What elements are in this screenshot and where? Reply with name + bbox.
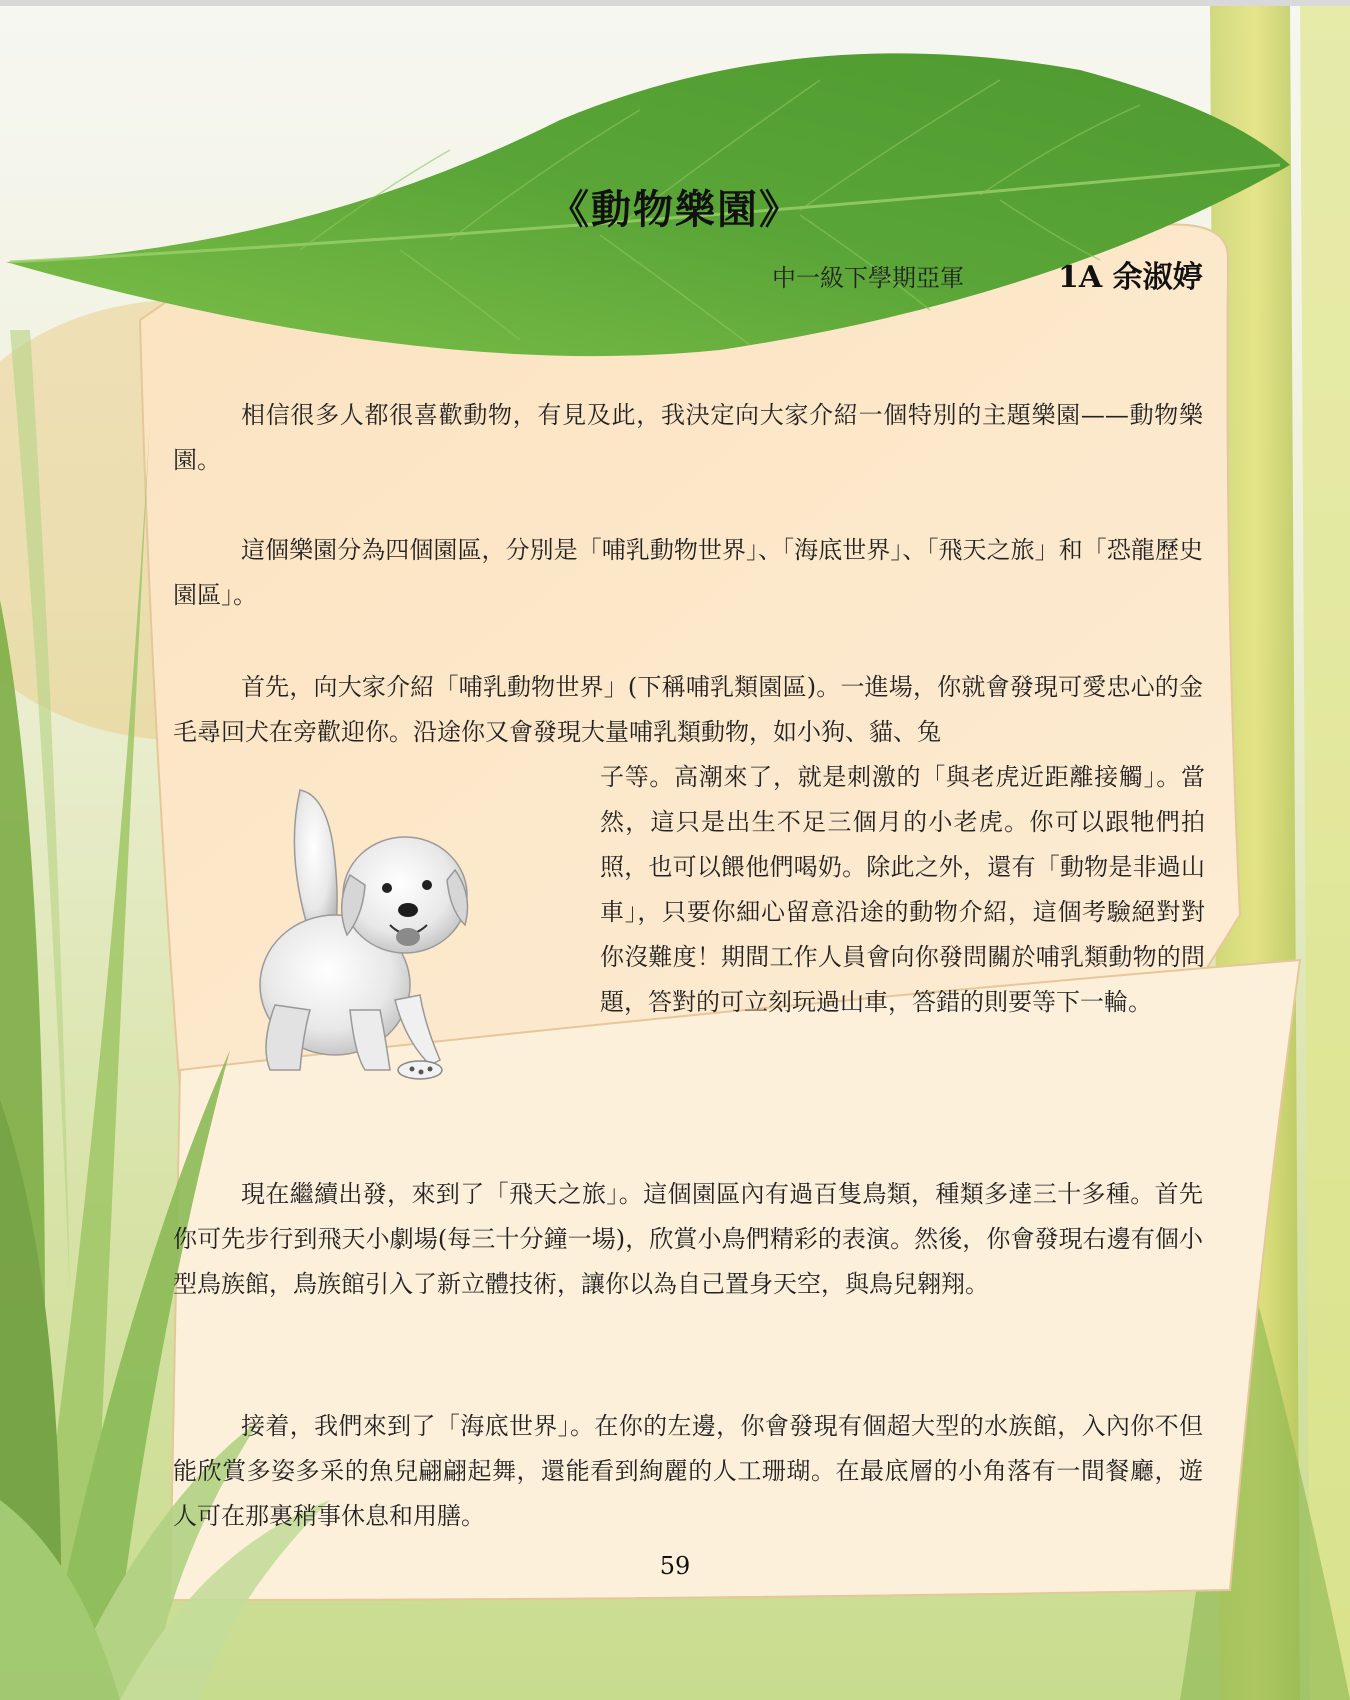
author-name: 1A 余淑婷 bbox=[1058, 260, 1203, 295]
page-number: 59 bbox=[659, 1552, 691, 1580]
article-title: 《動物樂園》 bbox=[549, 186, 801, 233]
puppy-image bbox=[255, 785, 490, 1080]
paragraph-zones: 這個樂園分為四個園區，分別是「哺乳動物世界」、「海底世界」、「飛天之旅」和「恐龍歷史園區」。 bbox=[173, 536, 1203, 609]
paragraph-intro: 相信很多人都很喜歡動物，有見及此，我決定向大家介紹一個特別的主題樂園——動物樂園。 bbox=[173, 401, 1203, 474]
paragraph-mammal-world-wrap: 子等。高潮來了，就是刺激的「與老虎近距離接觸」。當然，這只是出生不足三個月的小老虎。你可以跟牠們拍照，也可以餵他們喝奶。除此之外，還有「動物是非過山車」，只要你細心留意沿途的動物介紹，這個考驗絕對對你沒難度！期間工作人員會向你發問關於哺乳類動物的問題，答對的可立刻玩過山車，答錯的則要等下一輪。 bbox=[600, 763, 1205, 1016]
top-edge bbox=[0, 0, 1350, 6]
paragraph-flight-journey: 現在繼續出發，來到了「飛天之旅」。這個園區內有過百隻鳥類，種類多達三十多種。首先你可先步行到飛天小劇場(每三十分鐘一場)，欣賞小鳥們精彩的表演。然後，你會發現右邊有個小型鳥族館，鳥族館引入了新立體技術，讓你以為自己置身天空，與鳥兒翱翔。 bbox=[173, 1180, 1203, 1298]
award-label: 中一級下學期亞軍 bbox=[772, 264, 964, 292]
paragraph-mammal-world: 首先，向大家介紹「哺乳動物世界」(下稱哺乳類園區)。一進場，你就會發現可愛忠心的金毛尋回犬在旁歡迎你。沿途你又會發現大量哺乳類動物，如小狗、貓、兔 bbox=[173, 673, 1203, 746]
paragraph-undersea-world: 接着，我們來到了「海底世界」。在你的左邊，你會發現有個超大型的水族館，入內你不但能欣賞多姿多采的魚兒翩翩起舞，還能看到絢麗的人工珊瑚。在最底層的小角落有一間餐廳，遊人可在那裏稍事休息和用膳。 bbox=[173, 1412, 1203, 1530]
